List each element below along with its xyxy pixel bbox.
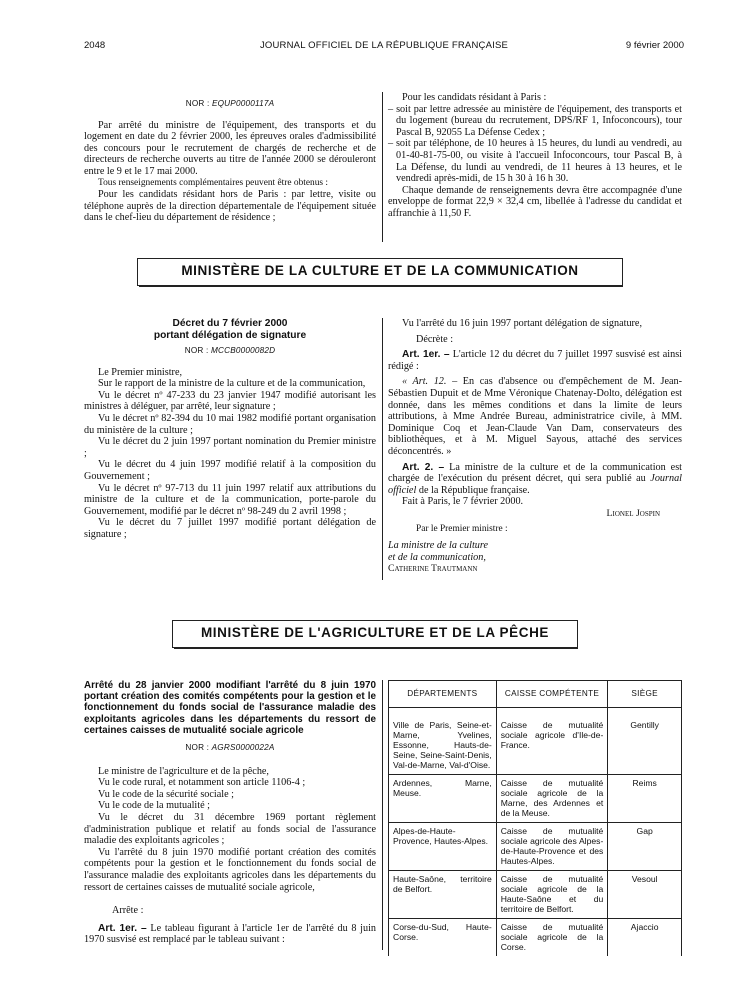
column-divider bbox=[382, 318, 383, 580]
table-cell: Vesoul bbox=[608, 871, 682, 919]
journal-title: JOURNAL OFFICIEL DE LA RÉPUBLIQUE FRANÇAISE bbox=[259, 40, 509, 51]
decrete: Décrète : bbox=[416, 333, 454, 345]
table-cell: Caisse de mutualité sociale agricole d'Ile-de-France. bbox=[496, 708, 608, 775]
table-row bbox=[389, 708, 682, 775]
paragraph: Vu le décret nº 97-713 du 11 juin 1997 relatif aux attributions du ministre de la culture et de la communication, porte-parole du Gouvernement, modifié par le décret nº 98-249 du 2 avril 1998 ; bbox=[84, 482, 376, 517]
page-header bbox=[84, 40, 684, 54]
table-cell: Gentilly bbox=[608, 708, 682, 775]
arrete-word: Arrête : bbox=[112, 905, 144, 917]
table-cell: Gap bbox=[608, 823, 682, 871]
article-1: Art. 1er. – L'article 12 du décret du 7 juillet 1997 susvisé est ainsi rédigé : bbox=[388, 349, 682, 372]
banner-shadow bbox=[174, 648, 578, 649]
paragraph: Chaque demande de renseignements devra être accompagnée d'une enveloppe de format 22,9 × 32,4 cm, libellée à l'adresse du candidat et affranchie à 11,50 F. bbox=[388, 184, 682, 219]
nor-reference: NOR : EQUP0000117A bbox=[185, 99, 275, 108]
table-cell: Ardennes, Marne, Meuse. bbox=[389, 775, 497, 823]
table-cell: Ajaccio bbox=[608, 919, 682, 957]
table-row bbox=[389, 919, 682, 957]
table-row bbox=[389, 823, 682, 871]
nor-code: AGRS0000022A bbox=[211, 743, 275, 753]
table-cell: Alpes-de-Haute-Provence, Hautes-Alpes. bbox=[389, 823, 497, 871]
minister-title: La ministre de la culture bbox=[388, 540, 488, 552]
paragraph: Vu le code rural, et notamment son article 1106-4 ; bbox=[98, 777, 306, 789]
table-cell: Caisse de mutualité sociale agricole de la Marne, des Ardennes et de la Meuse. bbox=[496, 775, 608, 823]
arrete-title: Arrêté du 28 janvier 2000 modifiant l'arrêté du 8 juin 1970 portant création des comités compétents pour la gestion et le fonctionnement du fonds social de l'assurance maladie des exploitants agricoles dans les départements du ressort de certaines caisses de mutualité sociale agricole bbox=[84, 680, 376, 736]
minister-name: Catherine Trautmann bbox=[388, 563, 478, 575]
table-cell: Caisse de mutualité sociale agricole des Alpes-de-Haute-Provence et des Hautes-Alpes. bbox=[496, 823, 608, 871]
paragraph: Sur le rapport de la ministre de la culture et de la communication, bbox=[98, 378, 366, 390]
paragraph: Vu le code de la mutualité ; bbox=[98, 800, 210, 812]
article-1: Art. 1er. – Le tableau figurant à l'article 1er de l'arrêté du 8 juin 1970 susvisé est remplacé par le tableau suivant : bbox=[84, 922, 376, 946]
list-item: – soit par téléphone, de 10 heures à 15 heures, du lundi au vendredi, au 01-40-81-75-00, ou visite à l'accueil Infoconcours, tour Pascal B, à La Défense, du lundi au vendredi, de 11 heures à 13 heures, et le vendredi après-midi, de 15 h 30 à 16 h 30. bbox=[388, 138, 682, 185]
page-number: 2048 bbox=[84, 40, 106, 51]
ministry-banner-culture: MINISTÈRE DE LA CULTURE ET DE LA COMMUNICATION bbox=[137, 258, 623, 286]
equipment-notice-left bbox=[84, 94, 376, 224]
table-cell: Ville de Paris, Seine-et-Marne, Yvelines, Essonne, Hauts-de-Seine, Seine-Saint-Denis, Val-de-Marne, Val-d'Oise. bbox=[389, 708, 497, 775]
issue-date: 9 février 2000 bbox=[625, 40, 684, 51]
paragraph: Pour les candidats résidant à Paris : bbox=[402, 92, 547, 103]
paragraph: Pour les candidats résidant hors de Paris : par lettre, visite ou téléphone auprès de la direction départementale de l'équipement située dans le chef-lieu du département de résidence ; bbox=[84, 189, 376, 224]
paragraph: Vu le décret nº 82-394 du 10 mai 1982 modifié portant organisation du ministère de la culture ; bbox=[84, 412, 376, 436]
nor-code: EQUP0000117A bbox=[211, 99, 275, 108]
column-divider bbox=[382, 92, 383, 242]
par-le-premier-ministre: Par le Premier ministre : bbox=[416, 523, 508, 534]
paragraph: Le ministre de l'agriculture et de la pêche, bbox=[98, 765, 269, 777]
decree-right-column bbox=[388, 318, 682, 575]
paragraph: Vu le décret du 2 juin 1997 portant nomination du Premier ministre ; bbox=[84, 436, 376, 459]
caisses-table bbox=[388, 680, 682, 956]
paragraph: Vu le décret du 4 juin 1997 modifié relatif à la composition du Gouvernement ; bbox=[84, 459, 376, 482]
paragraph: Vu le décret du 31 décembre 1969 portant règlement d'administration publique et relatif au fonds social de l'assurance maladie des exploitants agricoles ; bbox=[84, 811, 376, 847]
table-header-row bbox=[389, 681, 682, 708]
column-divider bbox=[382, 680, 383, 950]
nor-reference: NOR : MCCB0000082D bbox=[184, 346, 276, 355]
table-cell: Haute-Saône, territoire de Belfort. bbox=[389, 871, 497, 919]
table-cell: Corse-du-Sud, Haute-Corse. bbox=[389, 919, 497, 957]
decree-left-column bbox=[84, 318, 376, 541]
nor-code: MCCB0000082D bbox=[210, 346, 276, 355]
table-cell: Caisse de mutualité sociale agricole de la Corse. bbox=[496, 919, 608, 957]
paragraph: Par arrêté du ministre de l'équipement, des transports et du logement en date du 2 février 2000, les épreuves orales d'admissibilité des concours pour le recrutement de chargés de recherche et de directeurs de recherche ouverts au titre de l'année 2000 se dérouleront entre le 9 et le 17 mai 2000. bbox=[84, 119, 376, 177]
paragraph: Vu le code de la sécurité sociale ; bbox=[98, 788, 235, 800]
signatory-name: Lionel Jospin bbox=[606, 507, 660, 519]
column-header: CAISSE COMPÉTENTE bbox=[496, 681, 608, 708]
paragraph: Vu l'arrêté du 16 juin 1997 portant délégation de signature, bbox=[402, 318, 642, 329]
banner-shadow bbox=[139, 286, 623, 287]
paragraph: Tous renseignements complémentaires peuvent être obtenus : bbox=[98, 177, 329, 188]
column-header: DÉPARTEMENTS bbox=[389, 681, 497, 708]
equipment-notice-right bbox=[388, 92, 682, 220]
article-12-quote: « Art. 12. – En cas d'absence ou d'empêchement de M. Jean-Sébastien Dupuit et de Mme Véronique Chatenay-Dolto, délégation est donnée, dans les mêmes conditions et dans la limite de leurs attributions, à Mme Andrée Bureau, administratrice civile, à MM. Dominique Coq et Jean-Claude Van Dam, conservateurs des bibliothèques, et à M. Miguel Sayous, attaché des services déconcentrés. » bbox=[388, 376, 682, 457]
list-item: – soit par lettre adressée au ministère de l'équipement, des transports et du logement (bureau du recrutement, DPS/RF 1, Infoconcours), tour Pascal B, 92055 La Défense Cedex ; bbox=[388, 103, 682, 138]
table-cell: Caisse de mutualité sociale agricole de la Haute-Saône et du territoire de Belfort. bbox=[496, 871, 608, 919]
table-row bbox=[389, 775, 682, 823]
table-row bbox=[389, 871, 682, 919]
arrete-left-column bbox=[84, 680, 376, 946]
article-2: Art. 2. – La ministre de la culture et de la communication est chargée de l'exécution du présent décret, qui sera publié au Journal officiel de la République française. bbox=[388, 461, 682, 496]
column-header: SIÈGE bbox=[608, 681, 682, 708]
paragraph: Vu l'arrêté du 8 juin 1970 modifié portant création des comités compétents pour la gestion et le fonctionnement du fonds social de l'assurance maladie des exploitants agricoles dans les départements du ressort de certaines caisses de mutualité sociale agricole, bbox=[84, 846, 376, 893]
table-cell: Reims bbox=[608, 775, 682, 823]
paragraph: Vu le décret du 7 juillet 1997 modifié portant délégation de signature ; bbox=[84, 517, 376, 540]
nor-reference: NOR : AGRS0000022A bbox=[185, 743, 275, 753]
decree-title: Décret du 7 février 2000 portant délégation de signature bbox=[153, 318, 307, 341]
minister-title: et de la communication, bbox=[388, 551, 486, 563]
paragraph: Vu le décret nº 47-233 du 23 janvier 1947 modifié autorisant les ministres à déléguer, par arrêté, leur signature ; bbox=[84, 389, 376, 413]
paragraph: Le Premier ministre, bbox=[98, 366, 183, 378]
ministry-banner-agriculture: MINISTÈRE DE L'AGRICULTURE ET DE LA PÊCHE bbox=[172, 620, 578, 648]
signature-date: Fait à Paris, le 7 février 2000. bbox=[402, 496, 524, 508]
